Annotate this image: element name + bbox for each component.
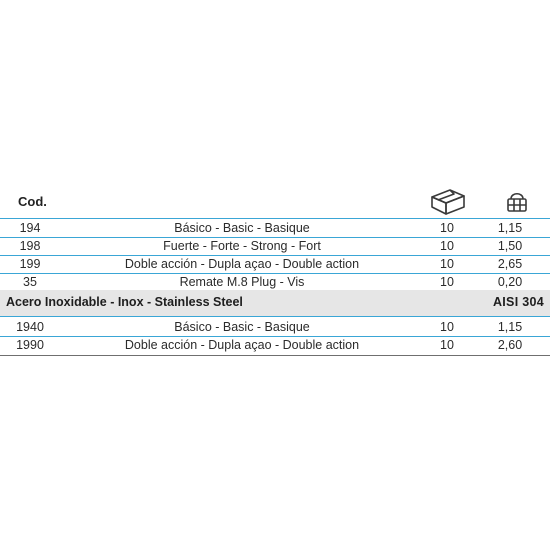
row-quantity: 10 — [440, 320, 454, 334]
table-header — [0, 186, 550, 218]
table-row — [0, 237, 550, 255]
row-description: Básico - Basic - Basique — [174, 221, 310, 235]
row-price: 1,15 — [497, 320, 523, 334]
row-description: Doble acción - Dupla açao - Double action — [124, 338, 360, 352]
row-code: 194 — [19, 221, 41, 235]
box-icon — [428, 186, 468, 216]
cap-nut-icon — [500, 188, 534, 216]
section-grade: AISI 304 — [492, 295, 544, 309]
row-price: 1,50 — [497, 239, 523, 253]
table-row — [0, 273, 550, 291]
row-code: 1990 — [16, 338, 44, 352]
row-code: 199 — [19, 257, 41, 271]
row-description: Básico - Basic - Basique — [174, 320, 310, 334]
row-quantity: 10 — [440, 221, 454, 235]
table-row — [0, 255, 550, 273]
row-quantity: 10 — [440, 257, 454, 271]
row-quantity: 10 — [440, 239, 454, 253]
section-title: Acero Inoxidable - Inox - Stainless Steel — [6, 295, 243, 309]
divider — [0, 316, 550, 317]
row-description: Fuerte - Forte - Strong - Fort — [163, 239, 321, 253]
row-price: 1,15 — [497, 221, 523, 235]
table-bottom-rule — [0, 355, 550, 356]
table-row — [0, 219, 550, 237]
row-quantity: 10 — [440, 275, 454, 289]
table-row — [0, 336, 550, 354]
row-quantity: 10 — [440, 338, 454, 352]
row-code: 1940 — [16, 320, 44, 334]
table-row — [0, 318, 550, 336]
row-price: 2,60 — [497, 338, 523, 352]
row-description: Doble acción - Dupla açao - Double action — [124, 257, 360, 271]
code-column-header: Cod. — [18, 194, 47, 209]
row-price: 2,65 — [497, 257, 523, 271]
row-price: 0,20 — [497, 275, 523, 289]
row-code: 35 — [23, 275, 37, 289]
section-header-stainless — [0, 290, 550, 316]
row-code: 198 — [19, 239, 41, 253]
row-description: Remate M.8 Plug - Vis — [179, 275, 305, 289]
